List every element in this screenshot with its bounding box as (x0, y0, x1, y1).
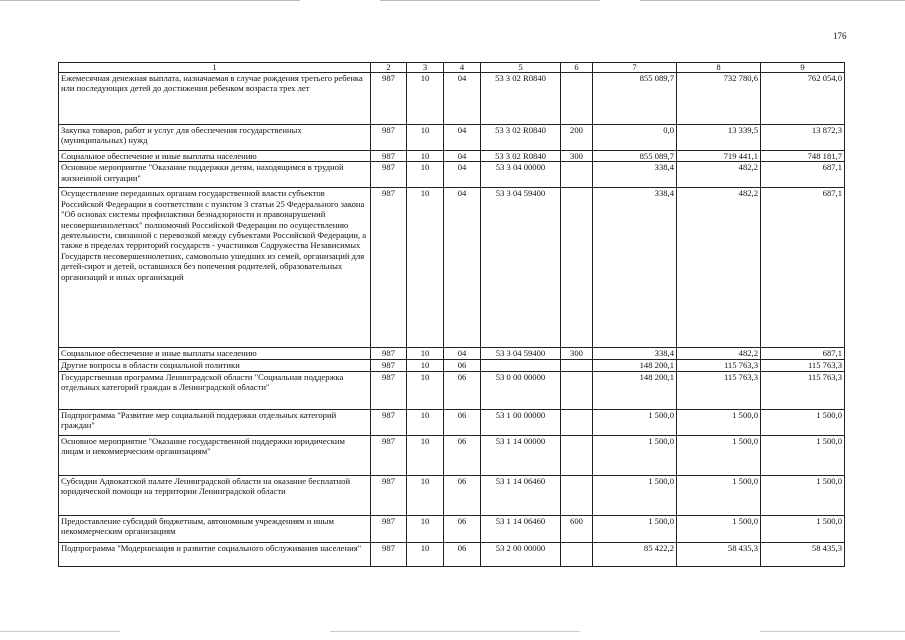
ved-code-cell: 987 (371, 348, 407, 360)
ved-code-cell: 987 (371, 188, 407, 348)
table-row (59, 151, 845, 162)
scan-edge-line (640, 0, 905, 1)
amount-cell: 482,2 (677, 162, 761, 188)
row-name-cell: Другие вопросы в области социальной политики (59, 360, 371, 371)
ved-code-cell: 987 (371, 125, 407, 151)
amount-cell: 1 500,0 (593, 475, 677, 515)
amount-cell: 148 200,1 (593, 371, 677, 409)
row-name-cell: Закупка товаров, работ и услуг для обеспечения государственных (муниципальных) нужд (59, 125, 371, 151)
amount-cell: 1 500,0 (677, 409, 761, 435)
scan-edge-line (330, 631, 580, 632)
target-article-cell: 53 3 04 00000 (481, 162, 561, 188)
ved-code-cell: 987 (371, 515, 407, 542)
section-code-cell: 10 (407, 73, 444, 125)
table-row (59, 475, 845, 515)
page-number: 176 (833, 31, 847, 41)
amount-cell: 687,1 (761, 348, 845, 360)
subsection-code-cell: 04 (444, 188, 481, 348)
amount-cell: 1 500,0 (593, 409, 677, 435)
table-row (59, 348, 845, 360)
table-row (59, 125, 845, 151)
table-row (59, 542, 845, 566)
amount-cell: 855 089,7 (593, 73, 677, 125)
target-article-cell: 53 3 04 59400 (481, 188, 561, 348)
subsection-code-cell: 04 (444, 125, 481, 151)
expense-type-cell (561, 162, 593, 188)
section-code-cell: 10 (407, 409, 444, 435)
column-header: 1 (59, 63, 371, 73)
section-code-cell: 10 (407, 371, 444, 409)
subsection-code-cell: 06 (444, 371, 481, 409)
target-article-cell: 53 3 02 R0840 (481, 73, 561, 125)
amount-cell: 1 500,0 (761, 475, 845, 515)
table-row (59, 162, 845, 188)
target-article-cell: 53 2 00 00000 (481, 542, 561, 566)
column-header: 8 (677, 63, 761, 73)
target-article-cell: 53 3 02 R0840 (481, 125, 561, 151)
ved-code-cell: 987 (371, 162, 407, 188)
header-row (59, 63, 845, 73)
section-code-cell: 10 (407, 125, 444, 151)
row-name-cell: Ежемесячная денежная выплата, назначаемая в случае рождения третьего ребенка или последующих детей до достижения ребенком возраста трех лет (59, 73, 371, 125)
amount-cell: 338,4 (593, 188, 677, 348)
column-header: 6 (561, 63, 593, 73)
amount-cell: 719 441,1 (677, 151, 761, 162)
ved-code-cell: 987 (371, 360, 407, 371)
column-header: 3 (407, 63, 444, 73)
scan-edge-line (380, 0, 600, 1)
column-header: 9 (761, 63, 845, 73)
amount-cell: 1 500,0 (761, 515, 845, 542)
amount-cell: 115 763,3 (677, 360, 761, 371)
table-row (59, 73, 845, 125)
table-row (59, 515, 845, 542)
ved-code-cell: 987 (371, 73, 407, 125)
ved-code-cell: 987 (371, 371, 407, 409)
section-code-cell: 10 (407, 475, 444, 515)
amount-cell: 1 500,0 (761, 409, 845, 435)
row-name-cell: Подпрограмма "Развитие мер социальной поддержки отдельных категорий граждан" (59, 409, 371, 435)
ved-code-cell: 987 (371, 409, 407, 435)
section-code-cell: 10 (407, 348, 444, 360)
amount-cell: 482,2 (677, 348, 761, 360)
amount-cell: 148 200,1 (593, 360, 677, 371)
table-row (59, 435, 845, 475)
row-name-cell: Субсидии Адвокатской палате Ленинградской области на оказание бесплатной юридической помощи на территории Ленинградской области (59, 475, 371, 515)
amount-cell: 687,1 (761, 188, 845, 348)
subsection-code-cell: 04 (444, 73, 481, 125)
ved-code-cell: 987 (371, 475, 407, 515)
row-name-cell: Осуществление переданных органам государственной власти субъектов Российской Федерации в соответствии с пунктом 3 статьи 25 Федерального закона "Об основах системы профилактики безнадзорности и правонарушений несовершеннолетних" полномочий Российской Федерации по осуществлению деятельности, связанной с перевозкой между субъектами Российской Федерации, а также в пределах территорий государств - участников Содружества Независимых Государств несовершеннолетних, самовольно ушедших из семей, организаций для детей-сирот и детей, оставшихся без попечения родителей, образовательных организаций и иных организаций (59, 188, 371, 348)
column-header: 5 (481, 63, 561, 73)
row-name-cell: Основное мероприятие "Оказание государственной поддержки юридическим лицам и некоммерческим организациям" (59, 435, 371, 475)
amount-cell: 115 763,3 (761, 371, 845, 409)
amount-cell: 58 435,3 (761, 542, 845, 566)
section-code-cell: 10 (407, 360, 444, 371)
target-article-cell: 53 1 14 06460 (481, 515, 561, 542)
amount-cell: 748 181,7 (761, 151, 845, 162)
section-code-cell: 10 (407, 162, 444, 188)
section-code-cell: 10 (407, 542, 444, 566)
subsection-code-cell: 06 (444, 409, 481, 435)
subsection-code-cell: 06 (444, 515, 481, 542)
expense-type-cell: 200 (561, 125, 593, 151)
row-name-cell: Основное мероприятие "Оказание поддержки детям, находящимся в трудной жизненной ситуации" (59, 162, 371, 188)
expense-type-cell: 300 (561, 151, 593, 162)
amount-cell: 338,4 (593, 162, 677, 188)
row-name-cell: Социальное обеспечение и иные выплаты населению (59, 348, 371, 360)
amount-cell: 0,0 (593, 125, 677, 151)
budget-table (58, 62, 845, 567)
section-code-cell: 10 (407, 515, 444, 542)
target-article-cell: 53 1 00 00000 (481, 409, 561, 435)
subsection-code-cell: 06 (444, 475, 481, 515)
table-row (59, 188, 845, 348)
column-header: 4 (444, 63, 481, 73)
scan-edge-line (0, 0, 300, 1)
table-row (59, 371, 845, 409)
target-article-cell (481, 360, 561, 371)
expense-type-cell: 600 (561, 515, 593, 542)
scan-edge-line (0, 631, 120, 632)
expense-type-cell (561, 542, 593, 566)
column-header: 2 (371, 63, 407, 73)
subsection-code-cell: 04 (444, 162, 481, 188)
section-code-cell: 10 (407, 435, 444, 475)
expense-type-cell: 300 (561, 348, 593, 360)
amount-cell: 338,4 (593, 348, 677, 360)
row-name-cell: Государственная программа Ленинградской области "Социальная поддержка отдельных категорий граждан в Ленинградской области" (59, 371, 371, 409)
amount-cell: 762 054,0 (761, 73, 845, 125)
amount-cell: 1 500,0 (761, 435, 845, 475)
section-code-cell: 10 (407, 151, 444, 162)
amount-cell: 687,1 (761, 162, 845, 188)
subsection-code-cell: 04 (444, 348, 481, 360)
amount-cell: 13 339,5 (677, 125, 761, 151)
amount-cell: 13 872,3 (761, 125, 845, 151)
scan-edge-line (760, 631, 905, 632)
subsection-code-cell: 06 (444, 360, 481, 371)
column-header: 7 (593, 63, 677, 73)
amount-cell: 1 500,0 (677, 475, 761, 515)
subsection-code-cell: 06 (444, 435, 481, 475)
target-article-cell: 53 1 14 00000 (481, 435, 561, 475)
expense-type-cell (561, 73, 593, 125)
row-name-cell: Социальное обеспечение и иные выплаты населению (59, 151, 371, 162)
section-code-cell: 10 (407, 188, 444, 348)
row-name-cell: Подпрограмма "Модернизация и развитие социального обслуживания населения" (59, 542, 371, 566)
target-article-cell: 53 3 02 R0840 (481, 151, 561, 162)
target-article-cell: 53 1 14 06460 (481, 475, 561, 515)
amount-cell: 1 500,0 (593, 435, 677, 475)
ved-code-cell: 987 (371, 542, 407, 566)
expense-type-cell (561, 409, 593, 435)
expense-type-cell (561, 360, 593, 371)
amount-cell: 1 500,0 (677, 435, 761, 475)
expense-type-cell (561, 188, 593, 348)
amount-cell: 115 763,3 (761, 360, 845, 371)
amount-cell: 1 500,0 (677, 515, 761, 542)
row-name-cell: Предоставление субсидий бюджетным, автономным учреждениям и иным некоммерческим организациям (59, 515, 371, 542)
table-row (59, 360, 845, 371)
expense-type-cell (561, 371, 593, 409)
target-article-cell: 53 3 04 59400 (481, 348, 561, 360)
table-row (59, 409, 845, 435)
amount-cell: 85 422,2 (593, 542, 677, 566)
amount-cell: 855 089,7 (593, 151, 677, 162)
amount-cell: 732 780,6 (677, 73, 761, 125)
ved-code-cell: 987 (371, 435, 407, 475)
amount-cell: 482,2 (677, 188, 761, 348)
ved-code-cell: 987 (371, 151, 407, 162)
amount-cell: 115 763,3 (677, 371, 761, 409)
subsection-code-cell: 04 (444, 151, 481, 162)
amount-cell: 58 435,3 (677, 542, 761, 566)
amount-cell: 1 500,0 (593, 515, 677, 542)
target-article-cell: 53 0 00 00000 (481, 371, 561, 409)
expense-type-cell (561, 435, 593, 475)
subsection-code-cell: 06 (444, 542, 481, 566)
expense-type-cell (561, 475, 593, 515)
